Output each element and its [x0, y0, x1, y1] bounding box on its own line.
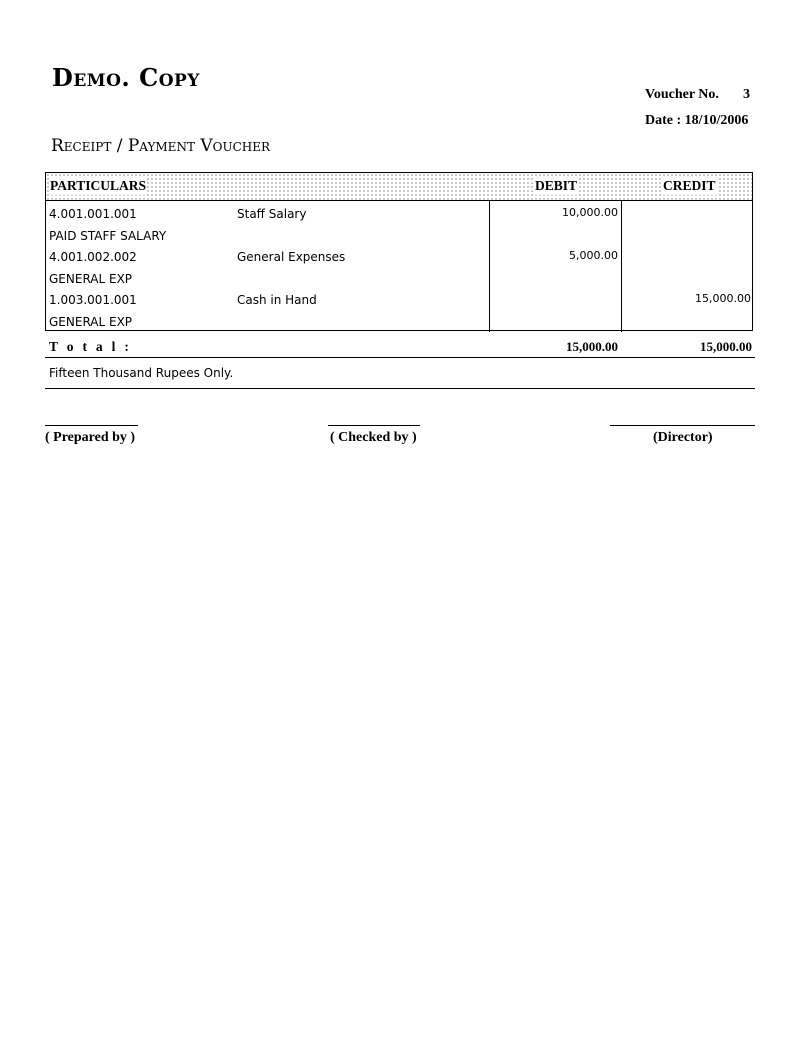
credit-column-divider [621, 201, 622, 332]
voucher-date: Date : 18/10/2006 [645, 113, 749, 128]
voucher-no-value: 3 [743, 87, 750, 102]
row-1-account-name: Staff Salary [237, 207, 307, 221]
prepared-by-signature-line [45, 425, 138, 426]
row-2-narration: GENERAL EXP [49, 272, 133, 286]
total-label: T o t a l : [49, 339, 132, 354]
column-header-particulars: PARTICULARS [50, 178, 147, 193]
total-debit: 15,000.00 [566, 339, 618, 354]
row-1-account-code: 4.001.001.001 [49, 207, 137, 221]
row-3-account-name: Cash in Hand [237, 293, 317, 307]
total-credit: 15,000.00 [700, 339, 752, 354]
row-3-narration: GENERAL EXP [49, 315, 133, 329]
voucher-no-label: Voucher No. [645, 87, 719, 102]
table-header [46, 173, 752, 201]
amount-in-words: Fifteen Thousand Rupees Only. [49, 366, 234, 380]
row-2-account-code: 4.001.002.002 [49, 250, 137, 264]
prepared-by-label: ( Prepared by ) [45, 430, 136, 445]
director-label: (Director) [653, 430, 713, 445]
amount-words-divider [45, 388, 755, 389]
column-header-debit: DEBIT [535, 178, 578, 193]
row-3-account-code: 1.003.001.001 [49, 293, 137, 307]
brand-title: Demo. Copy [52, 63, 200, 92]
debit-column-divider [489, 201, 490, 332]
row-2-debit: 5,000.00 [569, 249, 618, 262]
row-3-credit: 15,000.00 [695, 292, 751, 305]
document-title: Receipt / Payment Voucher [51, 136, 271, 156]
totals-divider [45, 357, 755, 358]
checked-by-signature-line [328, 425, 420, 426]
checked-by-label: ( Checked by ) [330, 430, 417, 445]
row-1-narration: PAID STAFF SALARY [49, 229, 167, 243]
row-1-debit: 10,000.00 [562, 206, 618, 219]
row-2-account-name: General Expenses [237, 250, 346, 264]
director-signature-line [610, 425, 755, 426]
column-header-credit: CREDIT [663, 178, 716, 193]
